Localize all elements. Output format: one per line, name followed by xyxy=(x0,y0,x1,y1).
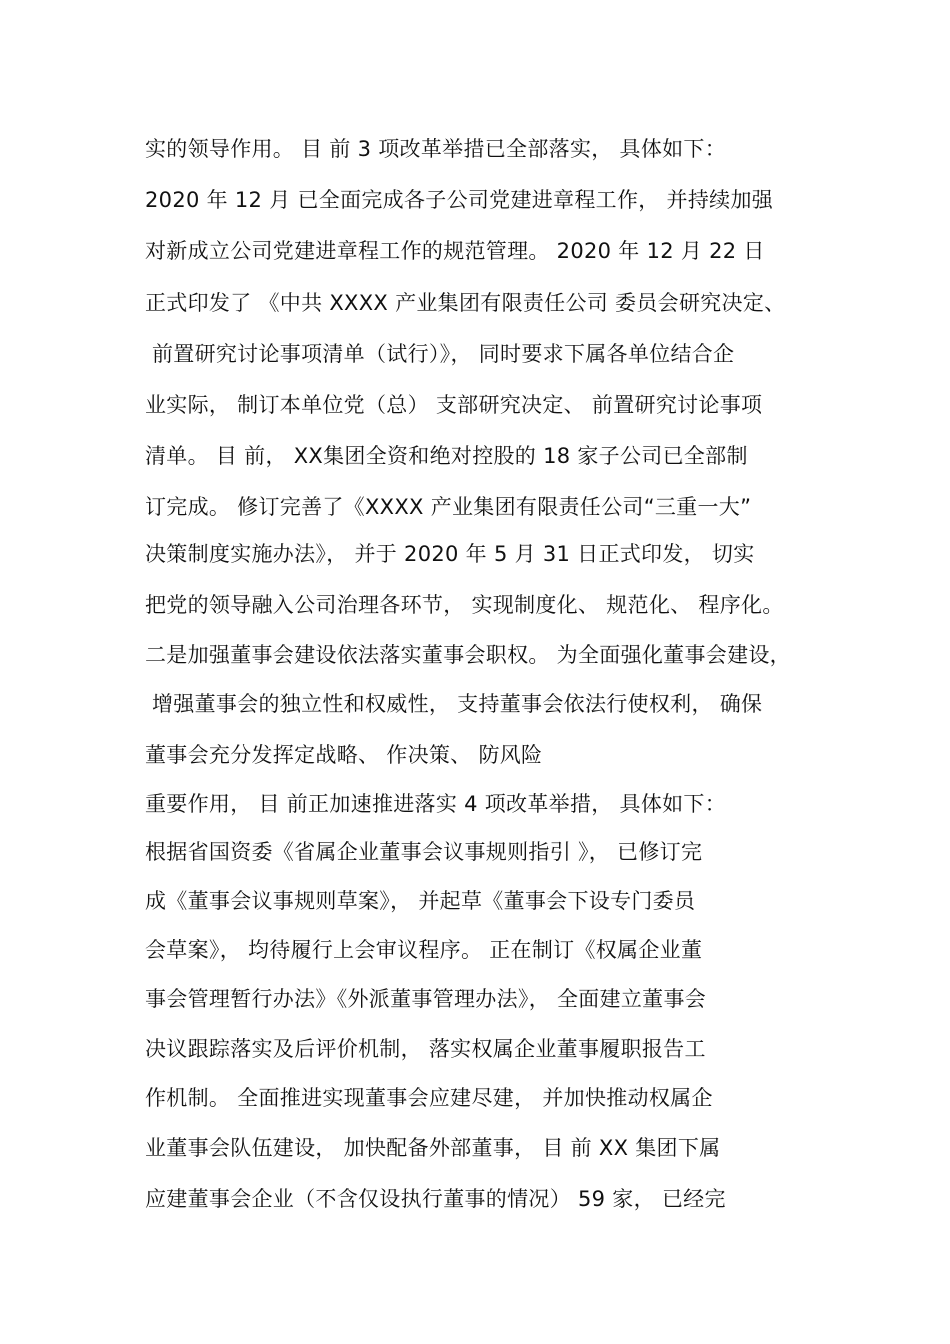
text-line: 对新成立公司党建进章程工作的规范管理。 2020 年 12 月 22 日 xyxy=(145,239,765,263)
text-line: 订完成。 修订完善了《XXXX 产业集团有限责任公司“三重一大” xyxy=(145,495,752,519)
text-line: 前置研究讨论事项清单（试行）》， 同时要求下属各单位结合企 xyxy=(145,342,735,366)
text-line: 会草案》， 均待履行上会审议程序。 正在制订《权属企业董 xyxy=(145,938,703,962)
text-line: 2020 年 12 月 已全面完成各子公司党建进章程工作， 并持续加强 xyxy=(145,188,774,212)
text-line: 成《董事会议事规则草案》， 并起草《董事会下设专门委员 xyxy=(145,889,696,913)
text-line: 业实际， 制订本单位党（总） 支部研究决定、 前置研究讨论事项 xyxy=(145,393,763,417)
text-line: 决策制度实施办法》， 并于 2020 年 5 月 31 日正式印发， 切实 xyxy=(145,542,755,566)
text-line: 清单。 目 前， XX集团全资和绝对控股的 18 家子公司已全部制 xyxy=(145,444,748,468)
text-line: 把党的领导融入公司治理各环节， 实现制度化、 规范化、 程序化。 xyxy=(145,593,784,617)
text-line: 根据省国资委《省属企业董事会议事规则指引 》， 已修订完 xyxy=(145,840,703,864)
text-line: 董事会充分发挥定战略、 作决策、 防风险 xyxy=(145,743,543,767)
text-line: 作机制。 全面推进实现董事会应建尽建， 并加快推动权属企 xyxy=(145,1086,713,1110)
text-line: 二是加强董事会建设依法落实董事会职权。 为全面强化董事会建设， xyxy=(145,643,791,667)
text-line: 增强董事会的独立性和权威性， 支持董事会依法行使权利， 确保 xyxy=(145,692,763,716)
text-line: 业董事会队伍建设， 加快配备外部董事， 目 前 XX 集团下属 xyxy=(145,1136,721,1160)
text-line: 正式印发了 《中共 XXXX 产业集团有限责任公司 委员会研究决定、 xyxy=(145,291,786,315)
text-line: 应建董事会企业（不含仅设执行董事的情况） 59 家， 已经完 xyxy=(145,1187,726,1211)
text-line: 重要作用， 目 前正加速推进落实 4 项改革举措， 具体如下： xyxy=(145,792,727,816)
text-line: 实的领导作用。 目 前 3 项改革举措已全部落实， 具体如下： xyxy=(145,137,727,161)
text-line: 事会管理暂行办法》《外派董事管理办法》， 全面建立董事会 xyxy=(145,987,707,1011)
text-line: 决议跟踪落实及后评价机制， 落实权属企业董事履职报告工 xyxy=(145,1037,706,1061)
